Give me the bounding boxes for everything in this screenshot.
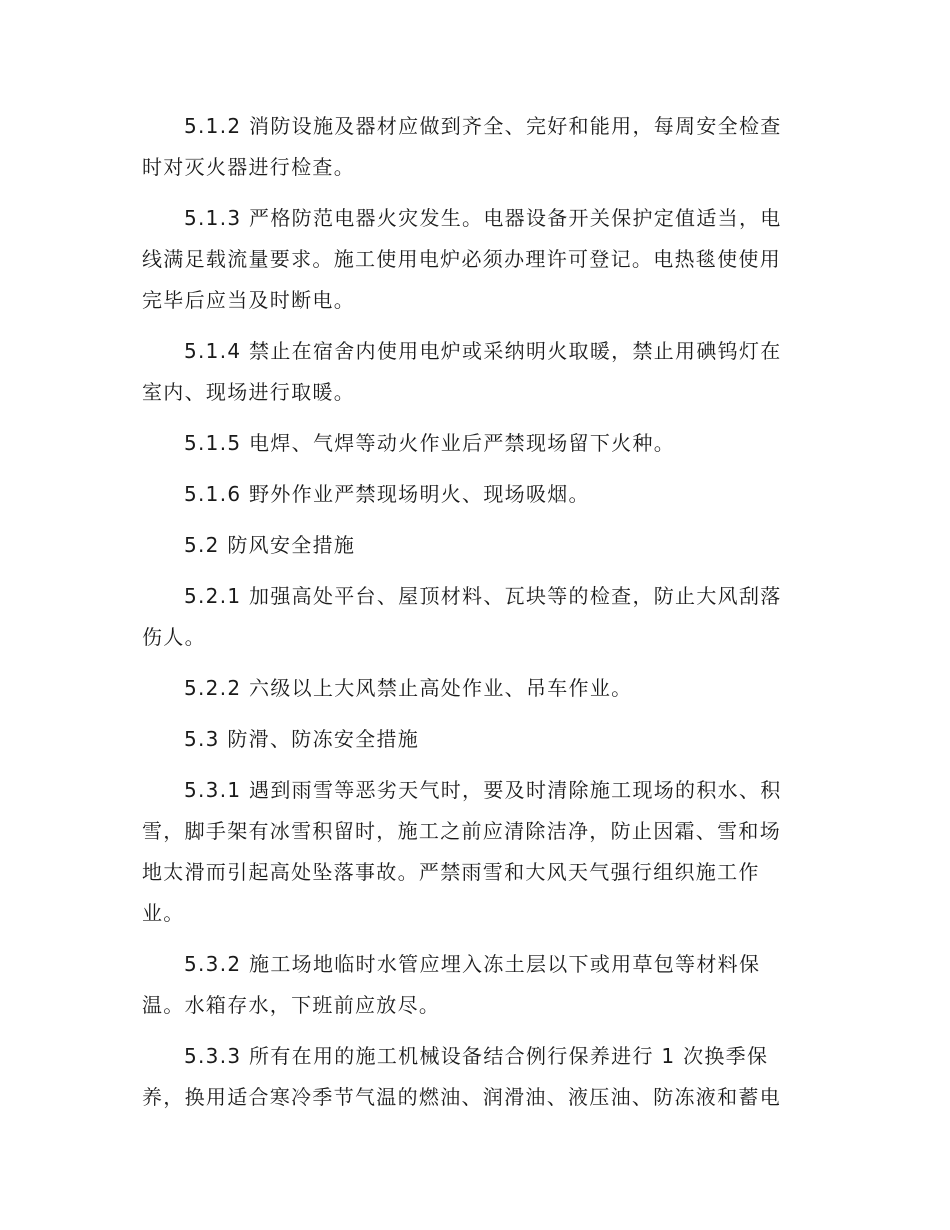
paragraph-5-1-5: 5.1.5 电焊、气焊等动火作业后严禁现场留下火种。 [184, 431, 676, 455]
document-body [142, 106, 802, 1128]
section-heading-5-2: 5.2 防风安全措施 [184, 533, 356, 557]
section-heading-5-3: 5.3 防滑、防冻安全措施 [184, 727, 420, 751]
paragraph-5-1-6: 5.1.6 野外作业严禁现场明火、现场吸烟。 [184, 482, 590, 506]
paragraph-5-2-1: 5.2.1 加强高处平台、屋顶材料、瓦块等的检查，防止大风刮落伤人。 [142, 584, 782, 649]
paragraph-5-1-3: 5.1.3 严格防范电器火灾发生。电器设备开关保护定值适当，电线满足载流量要求。施工使用电炉必须办理许可登记。电热毯使使用完毕后应当及时断电。 [142, 206, 782, 312]
paragraph-5-1-4: 5.1.4 禁止在宿舍内使用电炉或采纳明火取暖，禁止用碘钨灯在室内、现场进行取暖。 [142, 339, 782, 404]
paragraph-5-3-3: 5.3.3 所有在用的施工机械设备结合例行保养进行 1 次换季保养，换用适合寒冷季节气温的燃油、润滑油、液压油、防冻液和蓄电 [142, 1044, 781, 1109]
paragraph-5-3-2: 5.3.2 施工场地临时水管应埋入冻土层以下或用草包等材料保温。水箱存水，下班前应放尽。 [142, 952, 761, 1017]
paragraph-5-3-1: 5.3.1 遇到雨雪等恶劣天气时，要及时清除施工现场的积水、积雪，脚手架有冰雪积留时，施工之前应清除洁净，防止因霜、雪和场地太滑而引起高处坠落事故。严禁雨雪和大风天气强行组织施工作业。 [142, 778, 782, 925]
paragraph-5-2-2: 5.2.2 六级以上大风禁止高处作业、吊车作业。 [184, 676, 633, 700]
paragraph-5-1-2: 5.1.2 消防设施及器材应做到齐全、完好和能用，每周安全检查时对灭火器进行检查。 [142, 114, 782, 179]
